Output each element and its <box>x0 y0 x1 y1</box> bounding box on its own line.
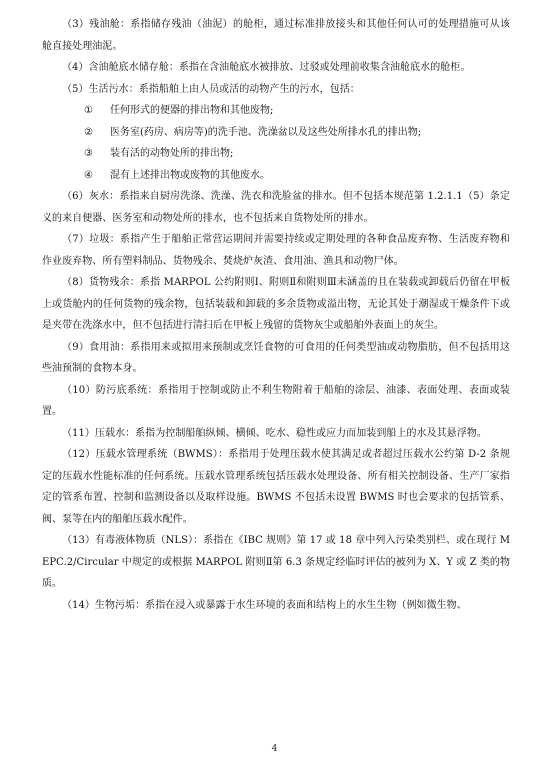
paragraph-nls: （13）有毒液体物质（NLS）：系指在《IBC 规则》第 17 或 18 章中列入污染类别栏、或在现行 MEPC.2/Circular 中规定的或根据 MARPOL 附则Ⅱ第 6.3 条规定经临时评估的被列为 X、Y 或 Z 类的物质。 <box>42 535 510 589</box>
paragraph-cargo-residues: （8）货物残余：系指 MARPOL 公约附则Ⅰ、附则Ⅱ和附则Ⅲ未涵盖的且在装载或卸载后仍留在甲板上或货舱内的任何货物的残余物，包括装载和卸载的多余货物或溢出物，无论其处于潮湿或干燥条件下或是夹带在洗涤水中，但不包括进行清扫后在甲板上残留的货物灰尘或船舶外表面上的灰尘。 <box>42 277 510 331</box>
paragraph-garbage: （7）垃圾：系指产生于船舶正常营运期间并需要持续或定期处理的各种食品废弃物、生活废弃物和作业废弃物、所有塑料制品、货物残余、焚烧炉灰渣、食用油、渔具和动物尸体。 <box>42 234 510 267</box>
list-item-text: 混有上述排出物或废物的其他废水。 <box>110 169 270 181</box>
paragraph-bwms: （12）压载水管理系统（BWMS）：系指用于处理压载水使其满足或者超过压载水公约第 D-2 条规定的压载水性能标准的任何系统。压载水管理系统包括压载水处理设备、所有相关控制设备、生产厂家指定的管系布置、控制和监测设备以及取样设施。BWMS 不包括未设置 BWMS 时也会要求的包括管系、阀、泵等在内的船舶压载水配件。 <box>42 449 510 525</box>
list-item <box>42 165 510 187</box>
list-item-number: ① <box>84 105 93 116</box>
paragraph-bilge-tank: （4）含油舱底水储存舱：系指在含油舱底水被排放、过驳或处理前收集含油舱底水的舱柜。 <box>62 62 471 73</box>
paragraph-anti-fouling: （10）防污底系统：系指用于控制或防止不利生物附着于船舶的涂层、油漆、表面处理、表面或装置。 <box>42 384 510 417</box>
list-item <box>42 143 510 165</box>
list-item-text: 装有活的动物处所的排出物; <box>110 148 234 159</box>
list-item-text: 任何形式的便器的排出物和其他废物; <box>110 105 274 116</box>
paragraph-ballast-water: （11）压载水：系指为控制船舶纵倾、横倾、吃水、稳性或应力而加装到船上的水及其悬浮物。 <box>62 427 487 439</box>
paragraph-grey-water: （6）灰水：系指来自厨房洗涤、洗澡、洗衣和洗脸盆的排水。但不包括本规范第 1.2.1.1（5）条定义的来自便器、医务室和动物处所的排水，也不包括来自货物处所的排水。 <box>42 191 510 224</box>
list-item <box>42 100 510 122</box>
list-item-number: ④ <box>84 169 93 181</box>
list-item-number: ③ <box>84 148 93 159</box>
paragraph-cooking-oil: （9）食用油：系指用来或拟用来预制或烹饪食物的可食用的任何类型油或动物脂肪，但不包括用这些油预制的食物本身。 <box>42 341 510 374</box>
page-number: 4 <box>271 744 278 754</box>
document-body <box>42 14 510 616</box>
paragraph-sewage: （5）生活污水：系指船舶上由人员或活的动物产生的污水，包括： <box>62 83 360 95</box>
list-item-text: 医务室(药房、病房等)的洗手池、洗澡盆以及这些处所排水孔的排出物; <box>110 126 422 138</box>
paragraph-biofouling: （14）生物污垢：系指在浸入或暴露于水生环境的表面和结构上的水生生物（例如微生物、 <box>62 599 467 611</box>
list-item <box>42 122 510 144</box>
list-item-number: ② <box>84 126 93 138</box>
paragraph-residue-tank: （3）残油舱：系指储存残油（油泥）的舱柜，通过标准排放接头和其他任何认可的处理措施可从该舱直接处理油泥。 <box>42 19 510 52</box>
